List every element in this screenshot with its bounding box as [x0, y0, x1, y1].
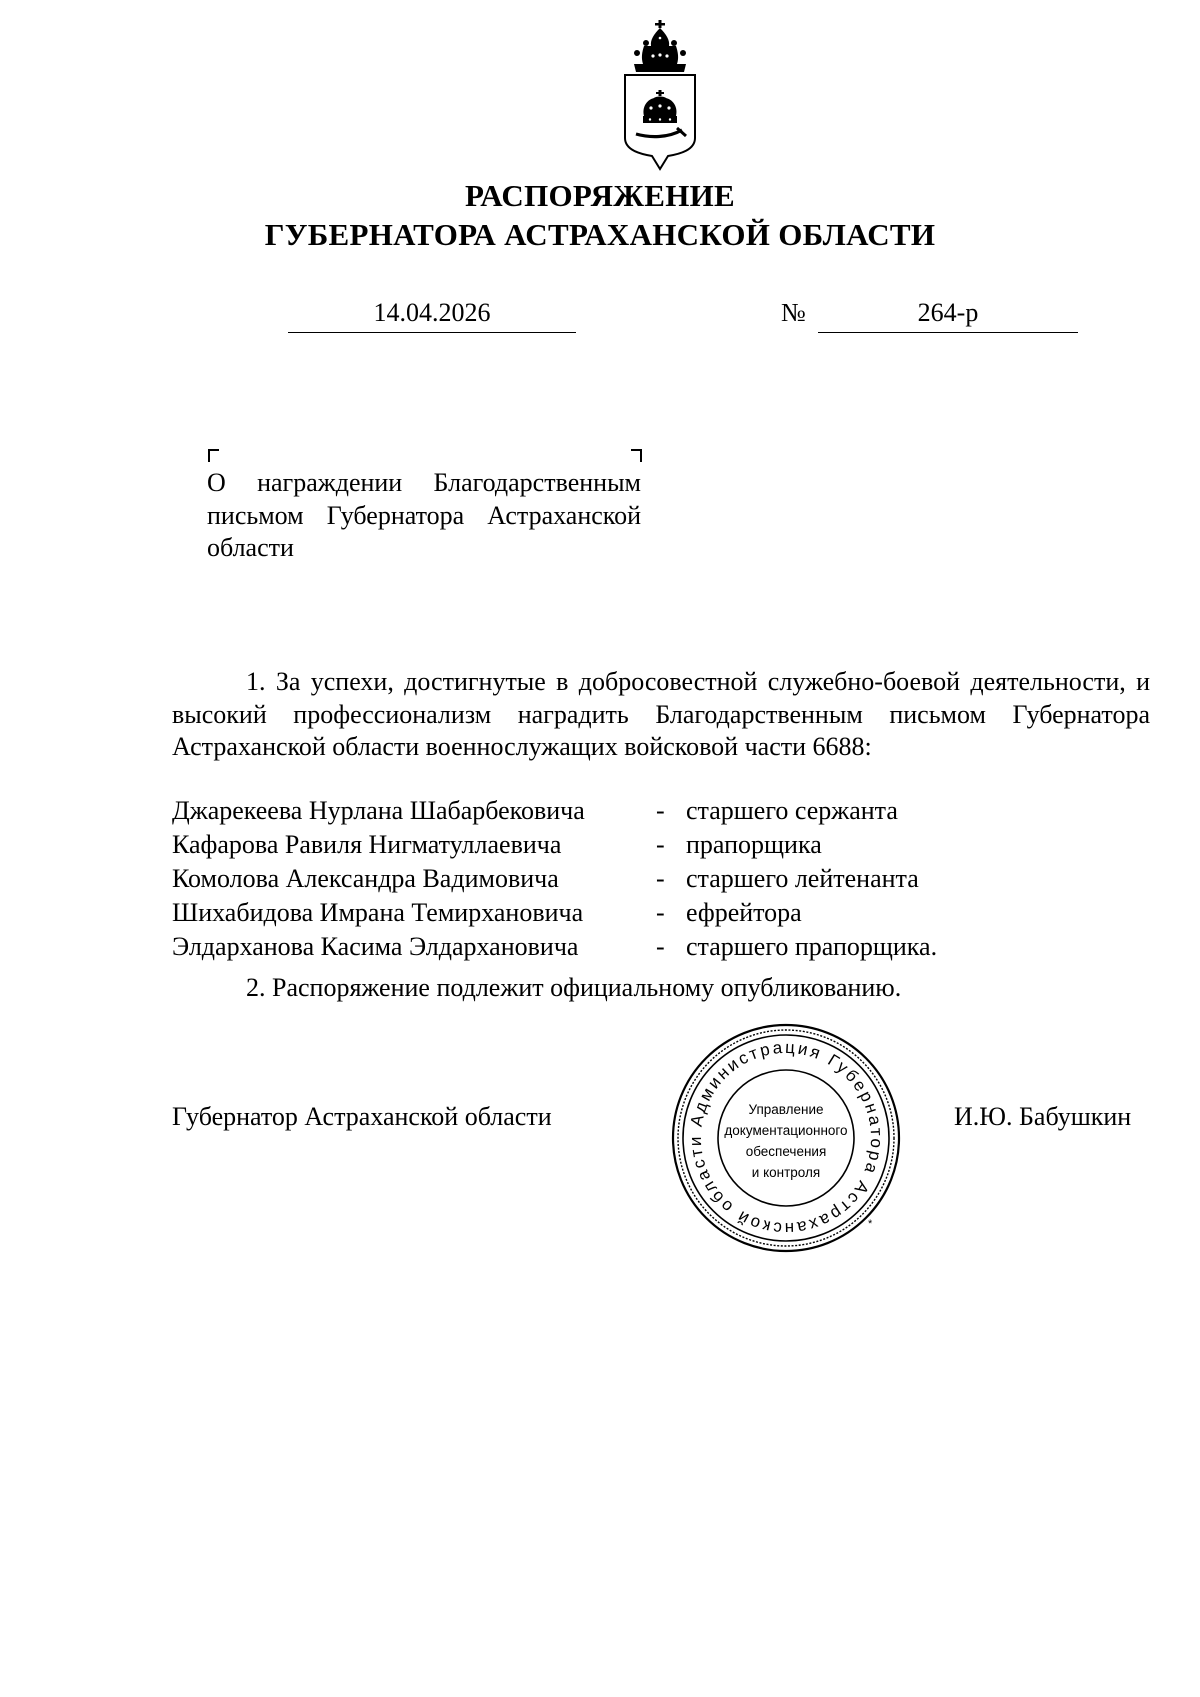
subject-corner-left — [208, 449, 219, 462]
date-underline — [288, 332, 576, 333]
document-title: РАСПОРЯЖЕНИЕ — [464, 178, 736, 213]
recipient-row — [172, 897, 1152, 930]
recipient-rank: старшего лейтенанта — [686, 864, 919, 893]
stamp-line: и контроля — [751, 1165, 821, 1180]
recipient-dash: - — [656, 864, 665, 893]
recipient-row — [172, 863, 1152, 896]
stamp-line: документационного — [724, 1123, 848, 1138]
recipient-rank: ефрейтора — [686, 898, 802, 927]
stamp-line: Управление — [748, 1102, 824, 1117]
recipient-row — [172, 931, 1152, 964]
recipient-dash: - — [656, 932, 665, 961]
stamp-ring-text: Администрация Губернатора Астраханской области — [685, 1037, 887, 1239]
recipient-row — [172, 829, 1152, 862]
stamp-line: обеспечения — [745, 1144, 827, 1159]
recipient-rank: старшего прапорщика. — [686, 932, 938, 961]
number-underline — [818, 332, 1078, 333]
recipient-rank: старшего сержанта — [686, 796, 898, 825]
signer-name: И.Ю. Бабушкин — [954, 1102, 1132, 1131]
recipient-name: Джарекеева Нурлана Шабарбековича — [172, 796, 585, 825]
recipient-row — [172, 795, 1152, 828]
recipient-name: Комолова Александра Вадимовича — [172, 864, 559, 893]
paragraph-2: 2. Распоряжение подлежит официальному опубликованию. — [246, 973, 902, 1002]
recipient-dash: - — [656, 830, 665, 859]
coat-of-arms-icon — [620, 20, 700, 172]
recipient-dash: - — [656, 898, 665, 927]
official-stamp — [668, 1020, 904, 1256]
stamp-star-icon: * — [868, 1218, 873, 1230]
recipient-name: Кафарова Равиля Нигматуллаевича — [172, 830, 562, 859]
paragraph-1: 1. За успехи, достигнутые в добросовестной служебно-боевой деятельности, и высокий профессионализм наградить Благодарственным письмом Губернатора Астраханской области военнослужащих войсковой части 6688: — [172, 667, 1150, 761]
recipient-rank: прапорщика — [686, 830, 822, 859]
recipient-dash: - — [656, 796, 665, 825]
subject-corner-right — [631, 449, 642, 462]
document-date: 14.04.2026 — [373, 298, 491, 327]
signer-title: Губернатор Астраханской области — [172, 1102, 552, 1131]
document-number: 264-р — [917, 298, 979, 327]
document-title-issuer: ГУБЕРНАТОРА АСТРАХАНСКОЙ ОБЛАСТИ — [264, 217, 936, 252]
recipient-name: Шихабидова Имрана Темирхановича — [172, 898, 584, 927]
document-subject: О награждении Благодарственным письмом Губернатора Астраханской области — [207, 468, 641, 562]
recipient-name: Элдарханова Касима Элдархановича — [172, 932, 579, 961]
number-sign: № — [781, 298, 806, 327]
